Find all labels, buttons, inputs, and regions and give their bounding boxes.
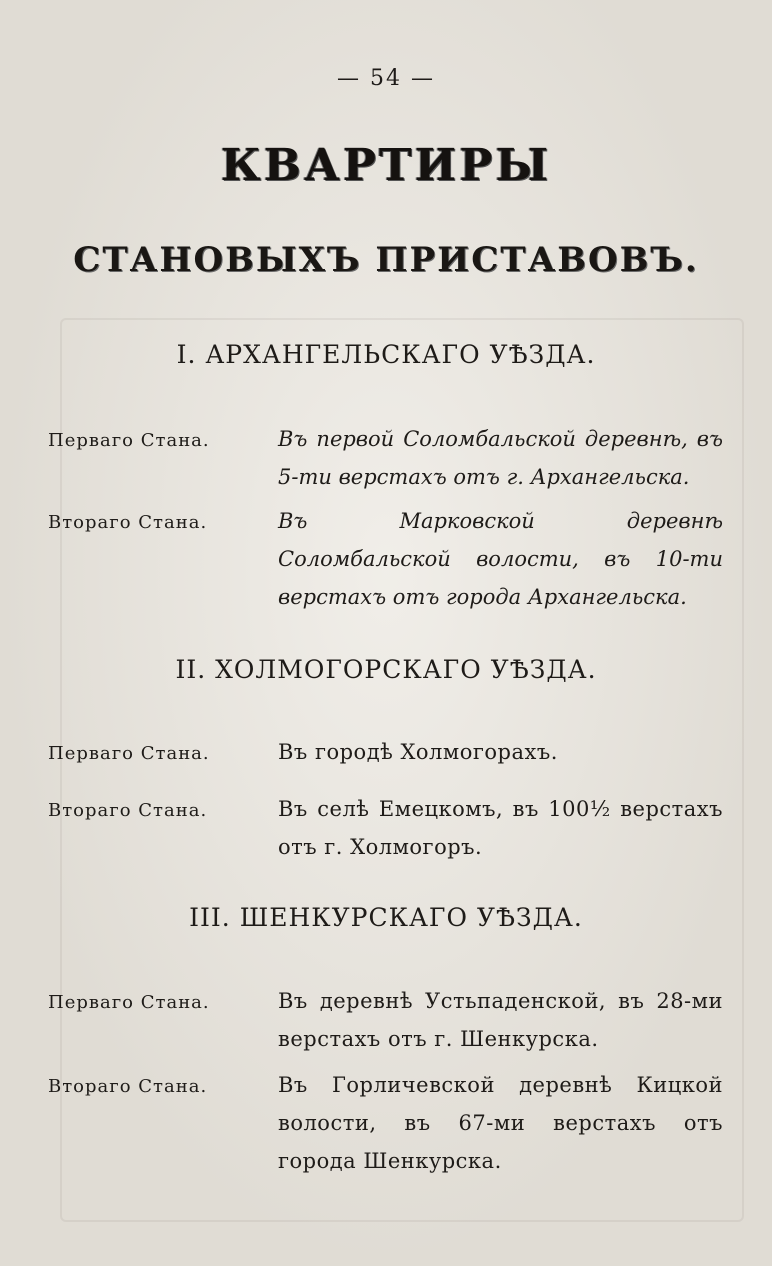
entry-text: Въ деревнѣ Устьпаденской, въ 28-ми верстахъ отъ г. Шенкурска. [278, 989, 723, 1051]
entry-label: Перваго Стана. [48, 992, 210, 1013]
page-title: КВАРТИРЫ [220, 140, 552, 191]
entry-label: Перваго Стана. [48, 743, 210, 764]
entry-label: Втораго Стана. [48, 800, 208, 821]
section-heading-kholmogory: II. ХОЛМОГОРСКАГО УѢЗДА. [175, 655, 597, 684]
section-heading-shenkursk: III. ШЕНКУРСКАГО УѢЗДА. [189, 903, 583, 932]
entry-text: Въ селѣ Емецкомъ, въ 100½ верстахъ отъ г. Холмогоръ. [278, 797, 723, 859]
entry-text: Въ городѣ Холмогорахъ. [278, 740, 558, 764]
entry-label: Втораго Стана. [48, 1076, 208, 1097]
entry-label: Втораго Стана. [48, 512, 208, 533]
section-heading-arkhangelsk: I. АРХАНГЕЛЬСКАГО УѢЗДА. [176, 340, 596, 369]
page-subtitle: СТАНОВЫХЪ ПРИСТАВОВЪ. [73, 240, 699, 280]
entry-text: Въ первой Соломбальской деревнѣ, въ 5-ти верстахъ отъ г. Архангельска. [278, 427, 723, 489]
page-number: — 54 — [337, 66, 435, 91]
entry-text: Въ Горличевской деревнѣ Кицкой волости, въ 67-ми верстахъ отъ города Шенкурска. [278, 1073, 723, 1173]
entry-label: Перваго Стана. [48, 430, 210, 451]
entry-text: Въ Марковской деревнѣ Соломбальской волости, въ 10-ти верстахъ отъ города Архангельска. [278, 509, 723, 609]
